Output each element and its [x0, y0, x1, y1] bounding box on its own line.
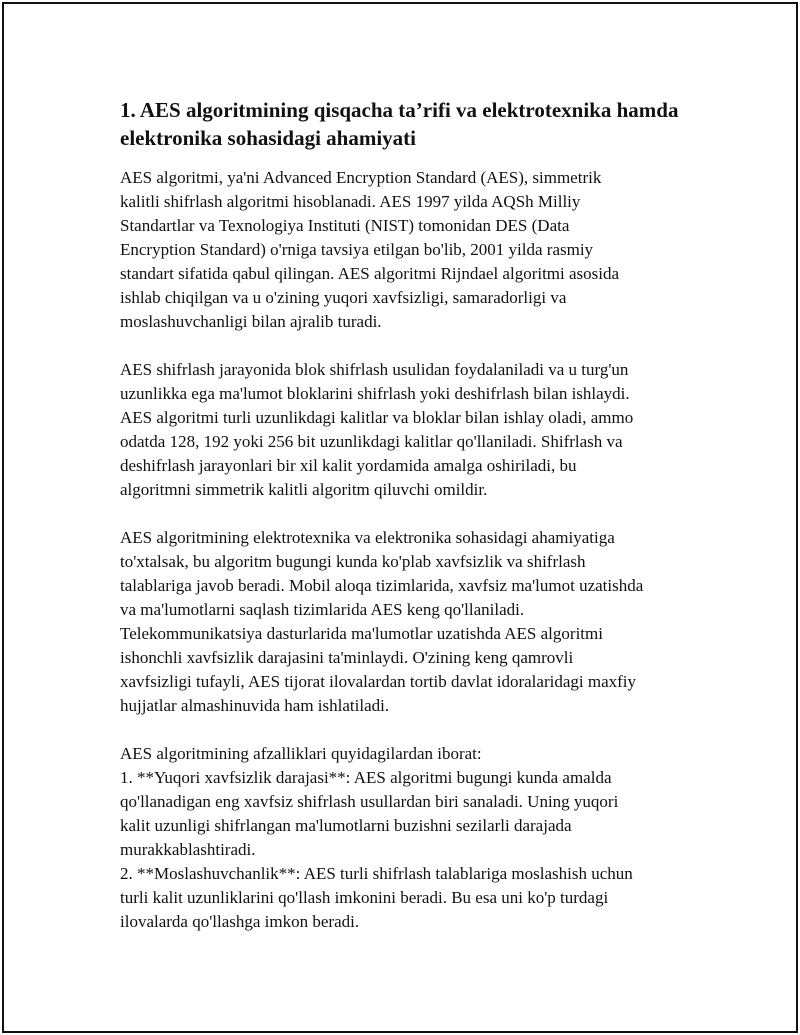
document-page — [2, 2, 798, 1033]
paragraph-aes-advantages: AES algoritmining afzalliklari quyidagilardan iborat: 1. **Yuqori xavfsizlik darajasi**: AES algoritmi bugungi kunda amalda qo'llanadigan eng xavfsiz shifrlash usullardan biri sanaladi. Uning yuqori kalit uzunligi shifrlangan ma'lumotlarni buzishni sezilarli darajada murakkablashtiradi. 2. **Moslashuvchanlik**: AES turli shifrlash talablariga moslashish uchun turli kalit uzunliklarini qo'llash imkonini beradi. Bu esa uni ko'p turdagi ilovalarda qo'llashga imkon beradi. — [120, 744, 633, 931]
section-heading: 1. AES algoritmining qisqacha ta’rifi va elektrotexnika hamda elektronika sohasidagi ahamiyati — [120, 98, 679, 150]
paragraph-aes-significance: AES algoritmining elektrotexnika va elektronika sohasidagi ahamiyatiga to'xtalsak, bu algoritm bugungi kunda ko'plab xavfsizlik va shifrlash talablariga javob beradi. Mobil aloqa tizimlarida, xavfsiz ma'lumot uzatishda va ma'lumotlarni saqlash tizimlarida AES keng qo'llaniladi. Telekommunikatsiya dasturlarida ma'lumotlar uzatishda AES algoritmi ishonchli xavfsizlik darajasini ta'minlaydi. O'zining keng qamrovli xavfsizligi tufayli, AES tijorat ilovalardan tortib davlat idoralaridagi maxfiy hujjatlar almashinuvida ham ishlatiladi. — [120, 528, 644, 715]
paragraph-aes-definition: AES algoritmi, ya'ni Advanced Encryption Standard (AES), simmetrik kalitli shifrlash algoritmi hisoblanadi. AES 1997 yilda AQSh Milliy Standartlar va Texnologiya Instituti (NIST) tomonidan DES (Data Encryption Standard) o'rniga tavsiya etilgan bo'lib, 2001 yilda rasmiy standart sifatida qabul qilingan. AES algoritmi Rijndael algoritmi asosida ishlab chiqilgan va u o'zining yuqori xavfsizligi, samaradorligi va moslashuvchanligi bilan ajralib turadi. — [120, 168, 620, 331]
paragraph-aes-process: AES shifrlash jarayonida blok shifrlash usulidan foydalaniladi va u turg'un uzunlikka ega ma'lumot bloklarini shifrlash yoki deshifrlash bilan ishlaydi. AES algoritmi turli uzunlikdagi kalitlar va bloklar bilan ishlay oladi, ammo odatda 128, 192 yoki 256 bit uzunlikdagi kalitlar qo'llaniladi. Shifrlash va deshifrlash jarayonlari bir xil kalit yordamida amalga oshiriladi, bu algoritmni simmetrik kalitli algoritm qiluvchi omildir. — [120, 360, 634, 499]
document-body — [120, 96, 700, 934]
